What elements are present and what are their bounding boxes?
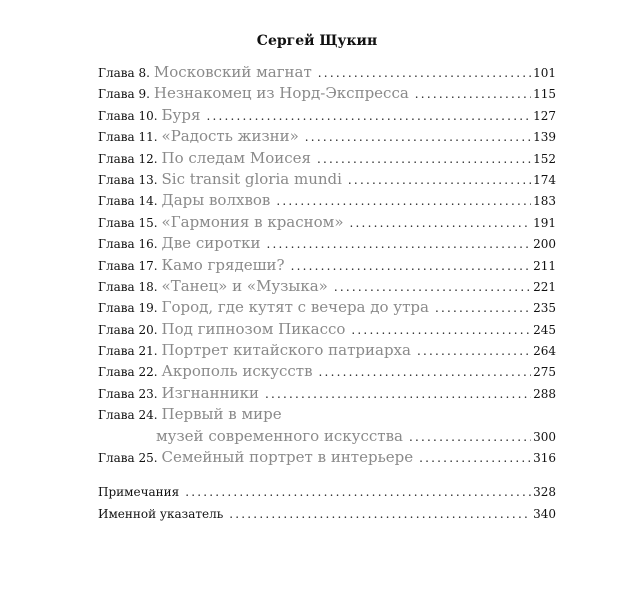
page-number: 316	[533, 451, 556, 466]
page-number: 275	[533, 365, 556, 380]
chapter-label: Глава 17.	[98, 258, 158, 273]
dot-leader	[317, 149, 531, 170]
chapter-title-continuation: музей современного искусства	[156, 426, 403, 445]
dot-leader	[276, 191, 531, 212]
page-number: 115	[533, 87, 556, 102]
page-number: 183	[533, 194, 556, 209]
dot-leader	[265, 384, 531, 405]
toc-entry	[98, 383, 556, 404]
page-number: 139	[533, 130, 556, 145]
chapter-label: Глава 24.	[98, 408, 158, 423]
page-header-author: Сергей Щукин	[256, 33, 378, 49]
chapter-label: Глава 21.	[98, 344, 158, 359]
dot-leader	[291, 256, 532, 277]
toc-entry	[98, 255, 556, 276]
chapter-label: Глава 8.	[98, 66, 150, 80]
back-matter-label: Именной указатель	[98, 506, 224, 521]
toc-entry	[98, 169, 556, 190]
chapter-label: Глава 10.	[98, 108, 158, 123]
page-number: 340	[533, 506, 556, 521]
toc-entry	[98, 212, 556, 233]
chapter-label: Глава 18.	[98, 279, 158, 294]
toc-entry	[98, 319, 556, 340]
toc-entry	[98, 404, 556, 425]
dot-leader	[318, 63, 531, 84]
dot-leader	[350, 213, 532, 234]
page-number: 288	[533, 386, 556, 401]
chapter-label: Глава 22.	[98, 365, 158, 380]
dot-leader	[351, 320, 531, 341]
dot-leader	[229, 504, 531, 525]
dot-leader	[267, 234, 532, 255]
table-of-contents	[98, 62, 556, 525]
toc-entry	[98, 62, 556, 83]
dot-leader	[415, 84, 531, 105]
section-gap	[98, 468, 556, 482]
page-number: 264	[533, 344, 556, 359]
dot-leader	[305, 127, 531, 148]
toc-entry	[98, 447, 556, 468]
chapter-label: Глава 13.	[98, 172, 158, 187]
dot-leader	[409, 427, 531, 448]
toc-entry	[98, 105, 556, 126]
chapter-label: Глава 20.	[98, 322, 158, 337]
chapter-title: Sic transit gloria mundi	[161, 169, 342, 188]
toc-entry	[98, 361, 556, 382]
chapter-title: «Радость жизни»	[161, 127, 299, 146]
toc-entry-back-matter	[98, 482, 556, 503]
toc-entry	[98, 340, 556, 361]
dot-leader	[319, 362, 532, 383]
chapter-label: Глава 12.	[98, 151, 158, 166]
chapter-title: Первый в мире	[161, 405, 282, 424]
chapter-title: Московский магнат	[153, 63, 312, 81]
toc-entry-back-matter	[98, 504, 556, 525]
chapter-label: Глава 25.	[98, 451, 158, 466]
toc-entry	[98, 190, 556, 211]
page-number: 235	[533, 301, 556, 316]
chapter-label: Глава 19.	[98, 301, 158, 316]
chapter-title: Портрет китайского патриарха	[161, 341, 411, 360]
chapter-title: Акрополь искусств	[161, 362, 313, 381]
toc-entry	[98, 297, 556, 318]
chapter-title: Под гипнозом Пикассо	[161, 319, 346, 338]
chapter-title: Камо грядеши?	[161, 255, 285, 274]
toc-entry	[98, 276, 556, 297]
chapter-title: Изгнанники	[161, 383, 259, 402]
page-number: 328	[533, 485, 556, 500]
chapter-label: Глава 23.	[98, 386, 158, 401]
toc-entry	[98, 126, 556, 147]
page-number: 221	[533, 279, 556, 294]
page-number: 211	[533, 258, 556, 273]
page-number: 245	[533, 322, 556, 337]
dot-leader	[185, 482, 531, 503]
chapter-label: Глава 15.	[98, 215, 158, 230]
page-number: 101	[533, 66, 556, 80]
chapter-title: Город, где кутят с вечера до утра	[161, 298, 429, 317]
dot-leader	[417, 341, 531, 362]
chapter-title: «Танец» и «Музыка»	[161, 276, 328, 295]
dot-leader	[334, 277, 531, 298]
chapter-label: Глава 11.	[98, 130, 158, 145]
chapter-label: Глава 16.	[98, 237, 158, 252]
page-number: 300	[533, 429, 556, 444]
page-number: 127	[533, 108, 556, 123]
dot-leader	[435, 298, 531, 319]
chapter-title: «Гармония в красном»	[161, 212, 344, 231]
toc-entry	[98, 83, 556, 104]
chapter-title: Незнакомец из Норд-Экспресса	[153, 84, 409, 103]
chapter-label: Глава 14.	[98, 194, 158, 209]
page-number: 174	[533, 172, 556, 187]
toc-entry	[98, 148, 556, 169]
dot-leader	[348, 170, 531, 191]
page-number: 152	[533, 151, 556, 166]
chapter-title: Две сиротки	[161, 234, 261, 253]
chapter-title: По следам Моисея	[161, 148, 311, 167]
toc-entry-continuation	[98, 426, 556, 447]
page-number: 200	[533, 237, 556, 252]
chapter-title: Семейный портрет в интерьере	[161, 448, 414, 467]
chapter-title: Дары волхвов	[161, 191, 271, 210]
toc-entry	[98, 233, 556, 254]
chapter-title: Буря	[161, 105, 201, 124]
dot-leader	[419, 448, 531, 469]
chapter-label: Глава 9.	[98, 87, 150, 102]
page-number: 191	[533, 215, 556, 230]
back-matter-label: Примечания	[98, 485, 180, 500]
dot-leader	[206, 106, 531, 127]
